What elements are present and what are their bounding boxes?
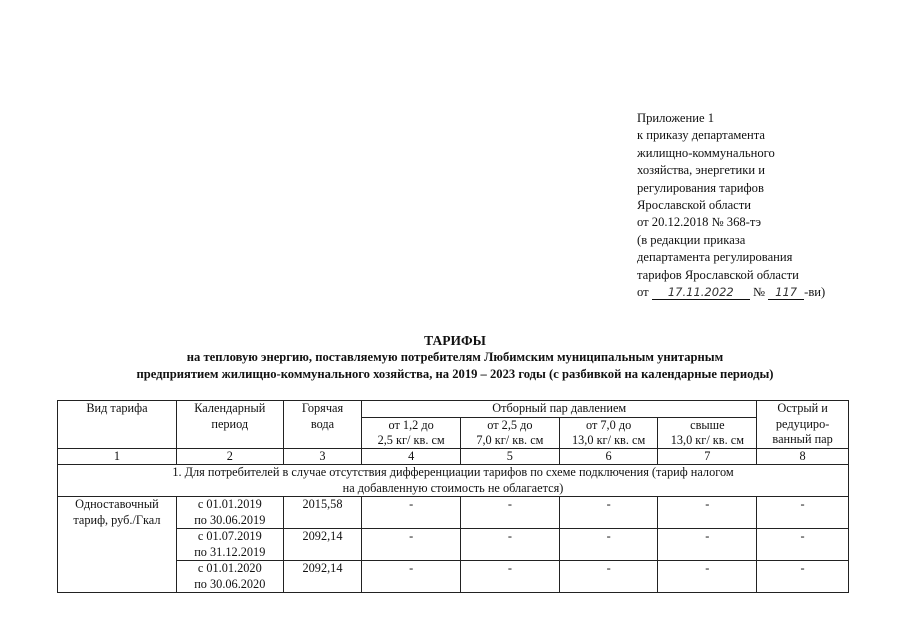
appendix-line: тарифов Ярославской области xyxy=(637,267,799,282)
header-pressure-1 xyxy=(362,417,461,448)
pressure-3-value: - xyxy=(559,561,658,593)
appendix-line: к приказу департамента xyxy=(637,128,765,143)
sharp-steam-value: - xyxy=(757,561,849,593)
tariff-type-line: Одноставочный xyxy=(75,497,159,511)
column-number: 3 xyxy=(283,448,362,465)
appendix-line: Приложение 1 xyxy=(637,111,715,125)
pressure-3-value: - xyxy=(559,529,658,561)
number-sign: № xyxy=(752,285,765,300)
title-line-1: на тепловую энергию, поставляемую потребителям Любимским муниципальным унитарным xyxy=(186,350,724,364)
title-heading: ТАРИФЫ xyxy=(424,333,486,348)
header-row xyxy=(58,401,849,418)
header-pressure-3 xyxy=(559,417,658,448)
pressure-4-value: - xyxy=(658,497,757,529)
header-pressure-4 xyxy=(658,417,757,448)
section-heading-line: на добавленную стоимость не облагается) xyxy=(342,480,564,495)
period-cell xyxy=(176,561,283,593)
header-pressure-line: от 7,0 до xyxy=(585,417,632,432)
appendix-line: (в редакции приказа xyxy=(637,232,746,247)
title-line-2: предприятием жилищно-коммунального хозяйства, на 2019 – 2023 годы (с разбивкой на календарные периоды) xyxy=(136,367,774,381)
header-period xyxy=(176,401,283,449)
header-period-line: Календарный xyxy=(194,401,266,415)
column-number: 2 xyxy=(176,448,283,465)
pressure-2-value: - xyxy=(461,529,560,561)
appendix-block xyxy=(637,110,887,301)
header-last-line: Острый и xyxy=(777,401,828,415)
header-last-line: редуциро- xyxy=(775,416,830,431)
column-number: 1 xyxy=(58,448,177,465)
header-tariff-type: Вид тарифа xyxy=(58,401,177,449)
period-cell xyxy=(176,497,283,529)
period-from: с 01.07.2019 xyxy=(197,529,262,543)
column-number: 4 xyxy=(362,448,461,465)
sharp-steam-value: - xyxy=(757,529,849,561)
period-to: по 31.12.2019 xyxy=(194,544,266,559)
tariff-type-cell xyxy=(58,497,177,593)
table-row xyxy=(58,529,849,561)
column-number: 6 xyxy=(559,448,658,465)
appendix-line: регулирования тарифов xyxy=(637,180,764,195)
header-period-line: период xyxy=(211,416,249,431)
header-pressure-line: от 2,5 до xyxy=(487,417,533,432)
appendix-line: Ярославской области xyxy=(637,198,751,213)
column-number: 7 xyxy=(658,448,757,465)
pressure-4-value: - xyxy=(658,561,757,593)
header-steam: Отборный пар давлением xyxy=(362,401,757,418)
handwritten-number: 117 xyxy=(768,286,804,300)
header-last-line: ванный пар xyxy=(772,432,833,446)
sharp-steam-value: - xyxy=(757,497,849,529)
period-from: с 01.01.2020 xyxy=(197,561,262,575)
hot-water-value: 2015,58 xyxy=(283,497,362,529)
header-hot-line: Горячая xyxy=(301,401,344,415)
header-pressure-line: от 1,2 до xyxy=(388,417,434,432)
column-number: 5 xyxy=(461,448,560,465)
appendix-line: жилищно-коммунального xyxy=(637,145,775,160)
header-hot-water xyxy=(283,401,362,449)
pressure-1-value: - xyxy=(362,529,461,561)
pressure-4-value: - xyxy=(658,529,757,561)
period-cell xyxy=(176,529,283,561)
document-title xyxy=(40,332,870,383)
header-pressure-2 xyxy=(461,417,560,448)
pressure-1-value: - xyxy=(362,561,461,593)
header-pressure-line: 2,5 кг/ кв. см xyxy=(377,432,445,447)
pressure-2-value: - xyxy=(461,561,560,593)
period-to: по 30.06.2020 xyxy=(194,576,266,591)
appendix-line: от 20.12.2018 № 368-тэ xyxy=(637,215,762,230)
period-from: с 01.01.2019 xyxy=(197,497,262,511)
period-to: по 30.06.2019 xyxy=(194,512,266,527)
hot-water-value: 2092,14 xyxy=(283,529,362,561)
header-pressure-line: свыше xyxy=(690,417,725,432)
appendix-last-prefix: от xyxy=(637,285,649,300)
appendix-line: департамента регулирования xyxy=(637,250,793,265)
tariff-type-line: тариф, руб./Гкал xyxy=(73,512,161,527)
header-pressure-line: 13,0 кг/ кв. см xyxy=(670,432,744,447)
tariffs-table xyxy=(57,400,849,593)
header-pressure-line: 13,0 кг/ кв. см xyxy=(571,432,646,447)
handwritten-date: 17.11.2022 xyxy=(652,286,750,300)
header-hot-line: вода xyxy=(310,416,335,431)
table-row xyxy=(58,497,849,529)
table-row xyxy=(58,561,849,593)
column-number-row xyxy=(58,448,849,465)
pressure-2-value: - xyxy=(461,497,560,529)
hot-water-value: 2092,14 xyxy=(283,561,362,593)
column-number: 8 xyxy=(757,448,849,465)
pressure-1-value: - xyxy=(362,497,461,529)
pressure-3-value: - xyxy=(559,497,658,529)
header-pressure-line: 7,0 кг/ кв. см xyxy=(476,432,544,447)
section-heading-line: 1. Для потребителей в случае отсутствия дифференциации тарифов по схеме подключения (тариф налогом xyxy=(172,465,734,479)
section-row xyxy=(58,465,849,497)
section-heading xyxy=(58,465,849,497)
appendix-last-line xyxy=(637,284,887,301)
appendix-line: хозяйства, энергетики и xyxy=(637,163,765,178)
appendix-last-suffix: -ви) xyxy=(804,285,826,300)
header-sharp-steam xyxy=(757,401,849,449)
